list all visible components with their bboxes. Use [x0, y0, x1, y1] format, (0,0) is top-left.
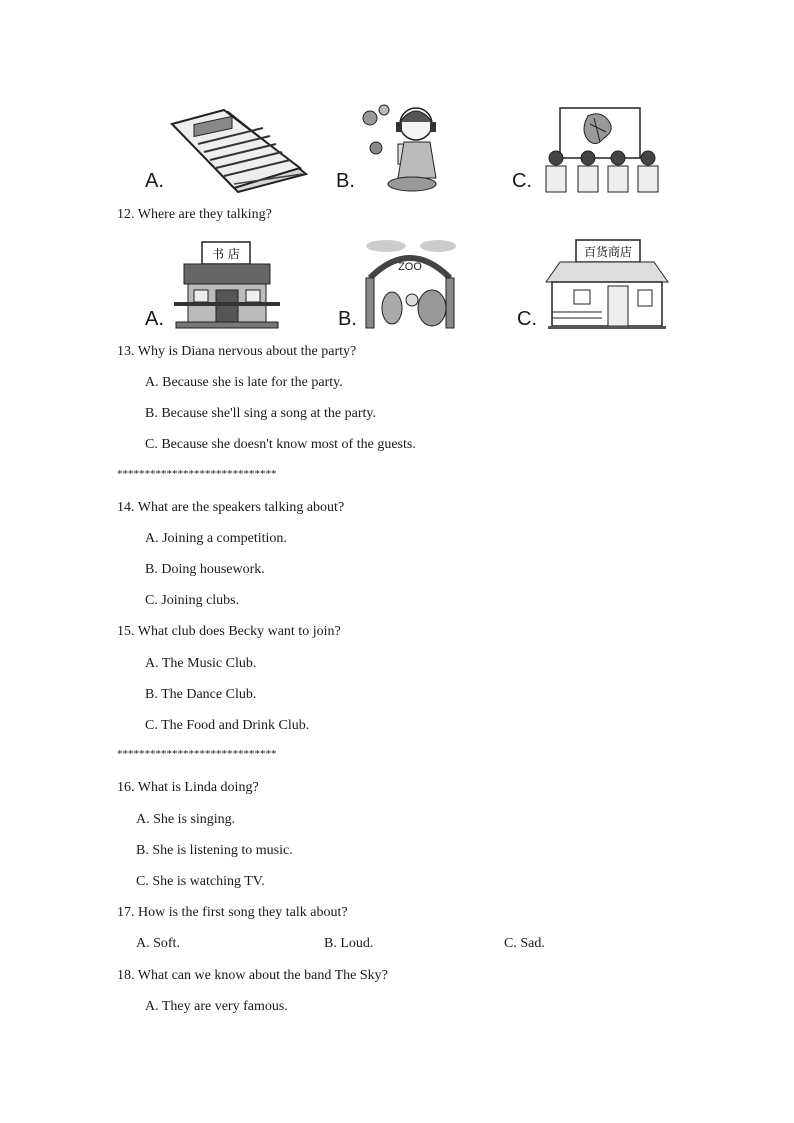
q15-option-a[interactable]: A. The Music Club. — [145, 656, 257, 671]
question-16: 16. What is Linda doing? — [117, 780, 259, 795]
question-15: 15. What club does Becky want to join? — [117, 624, 341, 639]
question-17: 17. How is the first song they talk about? — [117, 905, 348, 920]
q14-option-a[interactable]: A. Joining a competition. — [145, 531, 287, 546]
row1-label-c[interactable]: C. — [512, 170, 532, 192]
q12-label-c[interactable]: C. — [517, 308, 537, 330]
department-store-image — [546, 238, 668, 330]
q17-option-a[interactable]: A. Soft. — [136, 936, 180, 951]
svg-text:ZOO: ZOO — [398, 261, 422, 273]
q12-label-a[interactable]: A. — [145, 308, 164, 330]
newspaper-image — [168, 108, 308, 193]
q16-option-c[interactable]: C. She is watching TV. — [136, 874, 265, 889]
q17-option-b[interactable]: B. Loud. — [324, 936, 374, 951]
question-14: 14. What are the speakers talking about? — [117, 500, 345, 515]
q16-option-a[interactable]: A. She is singing. — [136, 812, 236, 827]
cinema-image — [538, 106, 662, 194]
row1-label-b[interactable]: B. — [336, 170, 355, 192]
department-store-sign: 百货商店 — [583, 245, 633, 259]
zoo-image — [362, 238, 458, 330]
q12-label-b[interactable]: B. — [338, 308, 357, 330]
q14-option-c[interactable]: C. Joining clubs. — [145, 593, 240, 608]
q16-option-b[interactable]: B. She is listening to music. — [136, 843, 293, 858]
q13-option-b[interactable]: B. Because she'll sing a song at the party. — [145, 406, 377, 421]
girl-reading-image — [360, 98, 440, 193]
q15-option-c[interactable]: C. The Food and Drink Club. — [145, 718, 310, 733]
q14-option-b[interactable]: B. Doing housework. — [145, 562, 265, 577]
separator-1: ***************************** — [117, 468, 277, 480]
question-18: 18. What can we know about the band The Sky? — [117, 968, 388, 983]
bookstore-image — [172, 238, 282, 330]
question-13: 13. Why is Diana nervous about the party? — [117, 344, 357, 359]
separator-2: ***************************** — [117, 748, 277, 760]
row1-label-a[interactable]: A. — [145, 170, 164, 192]
q13-option-a[interactable]: A. Because she is late for the party. — [145, 375, 343, 390]
q17-option-c[interactable]: C. Sad. — [504, 936, 545, 951]
question-12: 12. Where are they talking? — [117, 207, 272, 222]
q18-option-a[interactable]: A. They are very famous. — [145, 999, 288, 1014]
q13-option-c[interactable]: C. Because she doesn't know most of the guests. — [145, 437, 416, 452]
q15-option-b[interactable]: B. The Dance Club. — [145, 687, 257, 702]
bookstore-sign: 书 店 — [212, 247, 240, 261]
